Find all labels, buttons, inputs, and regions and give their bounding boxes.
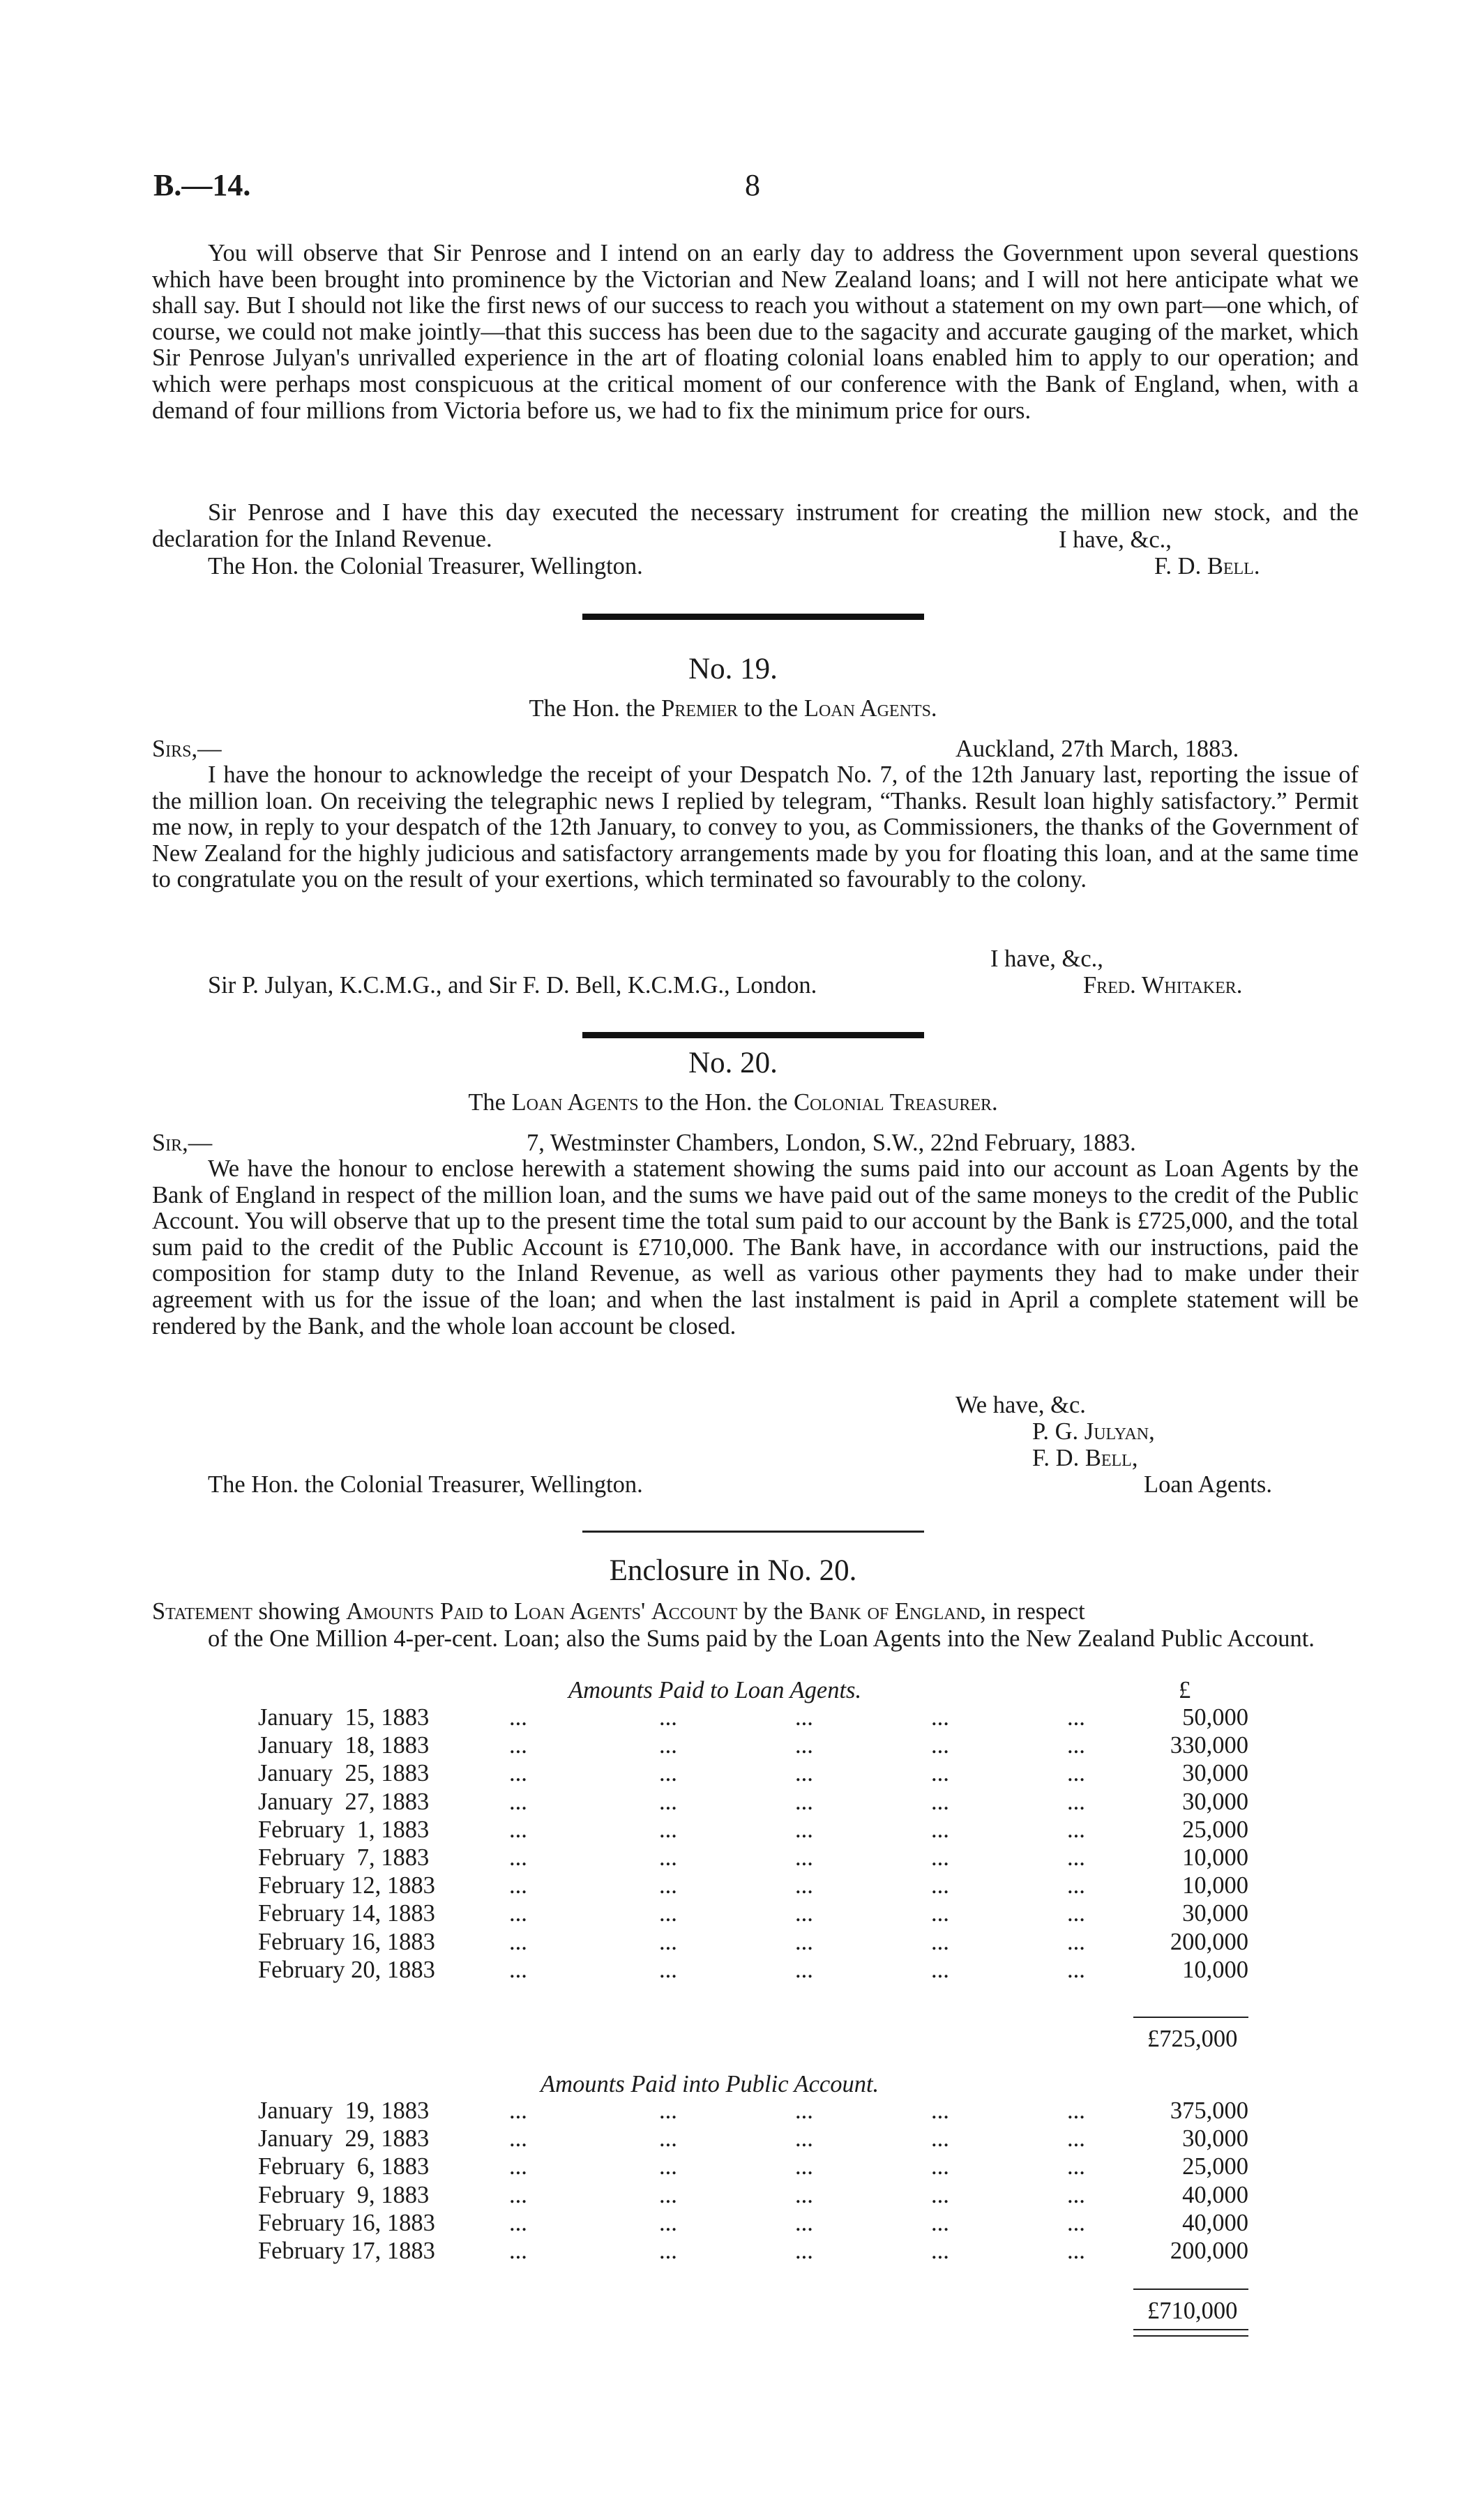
agents-subheading: Amounts Paid to Loan Agents. bbox=[568, 1677, 862, 1703]
row-amount: 25,000 bbox=[1182, 2153, 1248, 2180]
leader-dots: ... bbox=[795, 2097, 813, 2124]
leader-dots: ... bbox=[931, 1732, 949, 1759]
leader-dots: ... bbox=[931, 2125, 949, 2153]
no20-signatory-role: Loan Agents. bbox=[1144, 1471, 1272, 1498]
table-row bbox=[258, 2210, 1248, 2238]
leader-dots: ... bbox=[509, 1816, 527, 1843]
leader-dots: ... bbox=[659, 1928, 677, 1955]
intro-paragraph-2: Sir Penrose and I have this day executed the necessary instrument for creating the million new stock, and the declaration for the Inland Revenue. bbox=[152, 499, 1359, 552]
leader-dots: ... bbox=[1067, 2209, 1085, 2236]
leader-dots: ... bbox=[659, 1760, 677, 1787]
no20-signatory-1: P. G. Julyan, bbox=[1032, 1418, 1155, 1445]
total-double-rule bbox=[1133, 2329, 1248, 2337]
row-date: February 7, 1883 bbox=[258, 1844, 430, 1871]
table-row bbox=[258, 1789, 1248, 1816]
no19-subheading: The Hon. the Premier to the Loan Agents. bbox=[529, 695, 937, 722]
row-date: January 25, 1883 bbox=[258, 1760, 430, 1787]
leader-dots: ... bbox=[931, 1900, 949, 1927]
no19-body: I have the honour to acknowledge the receipt of your Despatch No. 7, of the 12th January last, reporting the issue of the million loan. On receiving the telegraphic news I replied by telegram, “Thanks. Result loan highly satisfactory.” Permit me now, in reply to your despatch of the 12th January, to convey to you, as Commissioners, the thanks of the Government of New Zealand for the highly judicious and satisfactory arrangements made by you for floating this loan, and at the same time to congratulate you on the result of your exertions, which terminated so favourably to the colony. bbox=[152, 761, 1359, 893]
row-date: January 19, 1883 bbox=[258, 2097, 430, 2124]
row-amount: 50,000 bbox=[1182, 1704, 1248, 1731]
leader-dots: ... bbox=[659, 1704, 677, 1731]
page-number: 8 bbox=[745, 168, 760, 202]
leader-dots: ... bbox=[795, 2153, 813, 2180]
leader-dots: ... bbox=[1067, 1844, 1085, 1871]
agents-total: £725,000 bbox=[1147, 2026, 1238, 2052]
leader-dots: ... bbox=[509, 1760, 527, 1787]
leader-dots: ... bbox=[931, 1816, 949, 1843]
row-date: February 9, 1883 bbox=[258, 2181, 430, 2208]
row-amount: 25,000 bbox=[1182, 1816, 1248, 1843]
leader-dots: ... bbox=[509, 1956, 527, 1983]
table-row bbox=[258, 1929, 1248, 1957]
leader-dots: ... bbox=[1067, 1900, 1085, 1927]
section-divider bbox=[582, 1032, 924, 1038]
no19-closing: I have, &c., bbox=[990, 946, 1103, 972]
leader-dots: ... bbox=[509, 1788, 527, 1815]
row-amount: 30,000 bbox=[1182, 1900, 1248, 1927]
paper-reference: B.—14. bbox=[153, 168, 251, 202]
row-date: February 14, 1883 bbox=[258, 1900, 435, 1927]
row-amount: 30,000 bbox=[1182, 2125, 1248, 2153]
no19-place-date: Auckland, 27th March, 1883. bbox=[955, 736, 1239, 762]
leader-dots: ... bbox=[1067, 1928, 1085, 1955]
leader-dots: ... bbox=[509, 1928, 527, 1955]
enclosure-heading: Enclosure in No. 20. bbox=[609, 1554, 857, 1587]
leader-dots: ... bbox=[1067, 2097, 1085, 2124]
row-amount: 200,000 bbox=[1170, 1928, 1248, 1955]
leader-dots: ... bbox=[509, 2125, 527, 2153]
leader-dots: ... bbox=[509, 2181, 527, 2208]
leader-dots: ... bbox=[1067, 1760, 1085, 1787]
row-date: February 1, 1883 bbox=[258, 1816, 430, 1843]
public-subheading: Amounts Paid into Public Account. bbox=[541, 2071, 879, 2097]
leader-dots: ... bbox=[659, 1956, 677, 1983]
leader-dots: ... bbox=[931, 1844, 949, 1871]
row-date: January 18, 1883 bbox=[258, 1732, 430, 1759]
leader-dots: ... bbox=[659, 2238, 677, 2264]
leader-dots: ... bbox=[509, 2153, 527, 2180]
public-total: £710,000 bbox=[1147, 2298, 1238, 2324]
leader-dots: ... bbox=[659, 2125, 677, 2153]
leader-dots: ... bbox=[509, 1732, 527, 1759]
row-amount: 10,000 bbox=[1182, 1956, 1248, 1983]
leader-dots: ... bbox=[659, 1732, 677, 1759]
row-date: February 20, 1883 bbox=[258, 1956, 435, 1983]
leader-dots: ... bbox=[1067, 2153, 1085, 2180]
leader-dots: ... bbox=[931, 1956, 949, 1983]
row-amount: 375,000 bbox=[1170, 2097, 1248, 2124]
leader-dots: ... bbox=[931, 2209, 949, 2236]
leader-dots: ... bbox=[795, 2209, 813, 2236]
leader-dots: ... bbox=[1067, 1816, 1085, 1843]
leader-dots: ... bbox=[931, 1788, 949, 1815]
no19-signature: Fred. Whitaker. bbox=[1083, 972, 1243, 999]
leader-dots: ... bbox=[659, 2209, 677, 2236]
no20-heading: No. 20. bbox=[688, 1047, 778, 1079]
intro-paragraph-1: You will observe that Sir Penrose and I intend on an early day to address the Government upon several questions which have been brought into prominence by the Victorian and New Zealand loans; and I will not here anticipate what we shall say. But I should not like the first news of our success to reach you without a statement on my own part—one which, of course, we could not make jointly—that this success has been due to the sagacity and accurate gauging of the market, which Sir Penrose Julyan's unrivalled experience in the art of floating colonial loans enabled him to apply to our operation; and which were perhaps most conspicuous at the critical moment of our conference with the Bank of England, when, with a demand of four millions from Victoria before us, we had to fix the minimum price for ours. bbox=[152, 240, 1359, 424]
leader-dots: ... bbox=[795, 2238, 813, 2264]
table-row bbox=[258, 2153, 1248, 2181]
table-row bbox=[258, 1900, 1248, 1928]
no19-heading: No. 19. bbox=[688, 653, 778, 685]
subtotal-rule bbox=[1133, 2289, 1248, 2290]
leader-dots: ... bbox=[795, 1844, 813, 1871]
leader-dots: ... bbox=[795, 1732, 813, 1759]
no20-salutation: Sir,— bbox=[152, 1130, 213, 1156]
table-row bbox=[258, 2125, 1248, 2153]
subtotal-rule bbox=[1133, 2017, 1248, 2018]
leader-dots: ... bbox=[795, 1928, 813, 1955]
row-amount: 10,000 bbox=[1182, 1844, 1248, 1871]
no19-addressee: Sir P. Julyan, K.C.M.G., and Sir F. D. Bell, K.C.M.G., London. bbox=[208, 972, 817, 999]
intro-signature: F. D. Bell. bbox=[1154, 553, 1260, 579]
section-divider bbox=[582, 614, 924, 620]
row-date: January 15, 1883 bbox=[258, 1704, 430, 1731]
leader-dots: ... bbox=[795, 2125, 813, 2153]
row-date: February 16, 1883 bbox=[258, 2209, 435, 2236]
leader-dots: ... bbox=[659, 2181, 677, 2208]
leader-dots: ... bbox=[931, 1760, 949, 1787]
leader-dots: ... bbox=[509, 2097, 527, 2124]
leader-dots: ... bbox=[659, 2153, 677, 2180]
leader-dots: ... bbox=[509, 1704, 527, 1731]
leader-dots: ... bbox=[659, 1844, 677, 1871]
leader-dots: ... bbox=[1067, 2181, 1085, 2208]
no20-body: We have the honour to enclose herewith a statement showing the sums paid into our account as Loan Agents by the Bank of England in respect of the million loan, and the sums we have paid out of the same moneys to the credit of the Public Account. You will observe that up to the present time the total sum paid to our account by the Bank is £725,000, and the total sum paid to the credit of the Public Account is £710,000. The Bank have, in accordance with our instructions, paid the composition for stamp duty to the Inland Revenue, as well as various other payments they had to make under their agreement with us for the issue of the loan; and when the last instalment is paid in April a complete statement will be rendered by the Bank, and the whole loan account be closed. bbox=[152, 1155, 1359, 1339]
leader-dots: ... bbox=[931, 1704, 949, 1731]
table-row bbox=[258, 1760, 1248, 1788]
no20-signatory-2: F. D. Bell, bbox=[1032, 1445, 1138, 1471]
table-row bbox=[258, 1816, 1248, 1844]
currency-symbol: £ bbox=[1179, 1677, 1191, 1703]
no20-place-date: 7, Westminster Chambers, London, S.W., 22nd February, 1883. bbox=[527, 1130, 1136, 1156]
leader-dots: ... bbox=[659, 1788, 677, 1815]
no19-salutation: Sirs,— bbox=[152, 736, 222, 762]
leader-dots: ... bbox=[509, 1900, 527, 1927]
leader-dots: ... bbox=[795, 1816, 813, 1843]
leader-dots: ... bbox=[509, 2238, 527, 2264]
leader-dots: ... bbox=[931, 2181, 949, 2208]
no20-closing: We have, &c. bbox=[955, 1392, 1086, 1418]
leader-dots: ... bbox=[1067, 1704, 1085, 1731]
leader-dots: ... bbox=[1067, 1788, 1085, 1815]
no20-addressee: The Hon. the Colonial Treasurer, Wellington. bbox=[208, 1471, 643, 1498]
row-date: February 6, 1883 bbox=[258, 2153, 430, 2180]
leader-dots: ... bbox=[509, 1844, 527, 1871]
row-date: February 16, 1883 bbox=[258, 1928, 435, 1955]
row-amount: 40,000 bbox=[1182, 2209, 1248, 2236]
leader-dots: ... bbox=[509, 1872, 527, 1899]
intro-closing: I have, &c., bbox=[1059, 526, 1172, 553]
table-row bbox=[258, 2238, 1248, 2265]
table-row bbox=[258, 2097, 1248, 2125]
row-amount: 10,000 bbox=[1182, 1872, 1248, 1899]
row-date: January 29, 1883 bbox=[258, 2125, 430, 2153]
leader-dots: ... bbox=[931, 2238, 949, 2264]
statement-title: Statement showing Amounts Paid to Loan Agents' Account by the Bank of England, in respect of the One Million 4-per-cent. Loan; also the Sums paid by the Loan Agents into the New Zealand Public Account. bbox=[152, 1598, 1315, 1652]
leader-dots: ... bbox=[1067, 2125, 1085, 2153]
row-amount: 200,000 bbox=[1170, 2238, 1248, 2264]
row-date: February 12, 1883 bbox=[258, 1872, 435, 1899]
leader-dots: ... bbox=[931, 2097, 949, 2124]
leader-dots: ... bbox=[795, 1900, 813, 1927]
leader-dots: ... bbox=[1067, 1872, 1085, 1899]
intro-addressee: The Hon. the Colonial Treasurer, Wellington. bbox=[208, 553, 643, 579]
row-date: February 17, 1883 bbox=[258, 2238, 435, 2264]
leader-dots: ... bbox=[1067, 2238, 1085, 2264]
leader-dots: ... bbox=[795, 1704, 813, 1731]
leader-dots: ... bbox=[795, 1760, 813, 1787]
row-amount: 30,000 bbox=[1182, 1788, 1248, 1815]
leader-dots: ... bbox=[795, 1872, 813, 1899]
leader-dots: ... bbox=[659, 1816, 677, 1843]
leader-dots: ... bbox=[931, 1872, 949, 1899]
section-divider bbox=[582, 1531, 924, 1533]
leader-dots: ... bbox=[1067, 1956, 1085, 1983]
row-amount: 40,000 bbox=[1182, 2181, 1248, 2208]
leader-dots: ... bbox=[659, 2097, 677, 2124]
leader-dots: ... bbox=[795, 1788, 813, 1815]
leader-dots: ... bbox=[795, 1956, 813, 1983]
table-row bbox=[258, 1957, 1248, 1984]
row-amount: 30,000 bbox=[1182, 1760, 1248, 1787]
table-row bbox=[258, 1732, 1248, 1760]
table-row bbox=[258, 1872, 1248, 1900]
table-row bbox=[258, 1844, 1248, 1872]
leader-dots: ... bbox=[931, 1928, 949, 1955]
row-amount: 330,000 bbox=[1170, 1732, 1248, 1759]
leader-dots: ... bbox=[931, 2153, 949, 2180]
leader-dots: ... bbox=[1067, 1732, 1085, 1759]
no20-subheading: The Loan Agents to the Hon. the Colonial Treasurer. bbox=[468, 1089, 998, 1116]
table-row bbox=[258, 1704, 1248, 1732]
table-row bbox=[258, 2182, 1248, 2210]
leader-dots: ... bbox=[795, 2181, 813, 2208]
leader-dots: ... bbox=[509, 2209, 527, 2236]
leader-dots: ... bbox=[659, 1872, 677, 1899]
leader-dots: ... bbox=[659, 1900, 677, 1927]
row-date: January 27, 1883 bbox=[258, 1788, 430, 1815]
